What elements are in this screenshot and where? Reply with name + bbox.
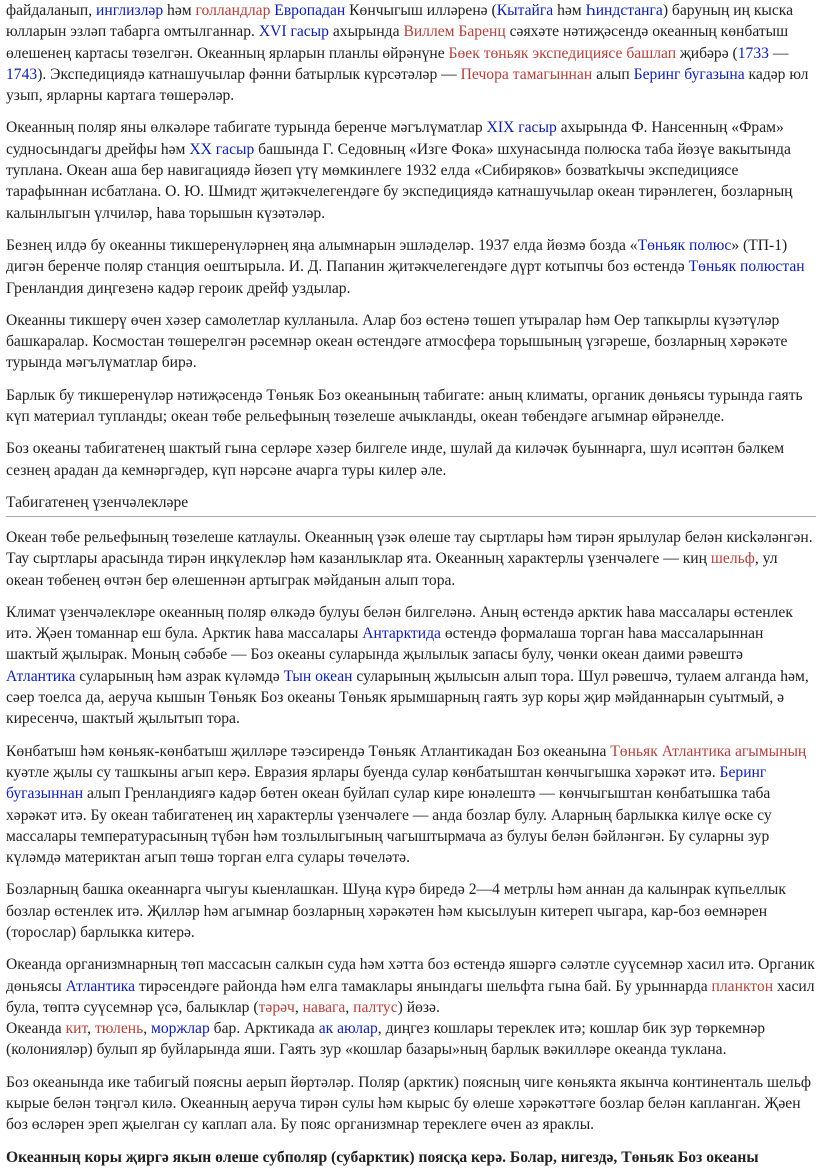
article-body-intro [6, 0, 816, 481]
text-run: хасил була, төптә суүсемнәр үсә, балыклар ( [6, 977, 815, 1016]
text-run: Боз океаны табигатенең шактый гына серләре хәзер билгеле инде, шулай да киләчәк буыннарга, шул исәптән бәлкем сезнең арадан да кемнәргәдер, күп нәрсәне ачарга туры килер әле. [6, 440, 785, 479]
text-run: , [345, 998, 354, 1016]
text-run: , ул океан төбенең өчтән бер өлешеннән артыграк мәйданын алып тора. [6, 550, 778, 589]
text-run: Боз океанында ике табигый поясны аерып йөртәләр. Поляр (арктик) поясның чиге көньякта якынча континенталь шельф кырые белән тәңгәл килә. Океанның аеруча тирән сулы һәм кырыс бу өлеше хәрәкәттәге бозлар белән капланган. Җәен боз өсләрен эреп җыелган су каплап ала. Бу пояс организмнар тереклеге өчен аз яраклы. [6, 1073, 811, 1134]
wiki-link[interactable]: Төньяк Атлантика агымының [610, 742, 807, 760]
text-run: өстендә формалаша торган һава массаларыннан шактый җылырак. Моның сәбәбе — Боз океаны суларында җылылык запасы булу, чөнки океан даими рәвештә [6, 625, 764, 664]
text-run: һәм [163, 2, 196, 19]
wiki-link[interactable]: планктон [711, 977, 774, 995]
wiki-link[interactable]: XX гасыр [189, 140, 255, 158]
paragraph [6, 235, 816, 299]
text-run: Безнең илдә бу океанны тикшеренүләрнең яңа алымнарын эшләделәр. 1937 елда йөзмә бозда « [6, 236, 638, 254]
text-run: — [768, 44, 789, 62]
text-run: файдаланып, [6, 2, 97, 19]
wiki-link[interactable]: ак аюлар [318, 1020, 378, 1038]
paragraph [6, 741, 816, 869]
paragraph [6, 954, 816, 1060]
text-run: башында Г. Седовның «Изге Фока» шхунасында полюска таба йөзүе вакытында туплана. Океан аша бер навигациядә йөзеп үтү мөмкинлеге 1932 елда «Сибиряков» бозватkычы экспедициясе тарафыннан исбатлана. О. Ю. Шмидт җитәкчелегендәге бу экспедициядә катнашучылар океан тирәнлеген, бозларның калынлыгын үлчиләр, һава торышын күзәтәләр. [6, 140, 793, 222]
text-run: сәяхәте нәтиҗәсендә океанның көнбатыш өлешенең картасы төзелгән. Океанның ярларын планлы өйрәнүне [6, 23, 789, 62]
wiki-link[interactable]: 1743 [6, 65, 38, 83]
text-run: , [294, 998, 303, 1016]
last-paragraph: Океанның коры җиргә якын өлеше субполяр (субарктик) поясқа керә. Болар, нигездә, Төньяк Боз океаны [6, 1148, 759, 1166]
paragraph [6, 117, 816, 223]
text-run: алып Гренландиягә кадәр бөтен океан буйлап сулар кире юнәлештә — көнчыгыштан көнбатышка таба хәрәкәт итә. Бу океан табигатенең иң характерлы үзенчәлеге — анда бозлар булу. Аларның барлыкка килүе өске су массалары температурасының түбән һәм тозлылыгының чагыштырмача аз булуы белән бәйләнгән. Бу суларны зур күләмдә материктан агып төшә торган елга сулары төчеләтә. [6, 785, 772, 867]
wiki-link[interactable]: голландлар [195, 2, 271, 19]
text-run: Океанның поляр яны өлкәләре табигате турында беренче мәгълүматлар [6, 119, 487, 137]
wiki-link[interactable]: Европадан [274, 2, 346, 19]
text-run: Көнбатыш һәм көньяк-көнбатыш җилләре тәэсирендә Төньяк Атлантикадан Боз океанына [6, 742, 611, 760]
paragraph [6, 1072, 816, 1136]
text-run: ) баруның иң кыска юлларын эзләп табарга омтылганнар. [6, 2, 794, 41]
text-run: суларының җылысын алып тора. Шул рәвешчә, тулаем алганда һәм, сәер тоелса да, аеруча кышын Төньяк Боз океаны Төньяк ярымшарның гаять зур коры җир мәйданнарын суытмый, ә киресенчә, шактый җылытып тора. [6, 667, 809, 728]
wiki-link[interactable]: Атлантика [65, 977, 136, 995]
text-run: Гренландия диңгезенә кадәр героик дрейф уздылар. [6, 279, 351, 297]
paragraph [6, 0, 816, 106]
paragraph [6, 385, 816, 428]
text-run: Океан төбе рельефының төзелеше катлаулы. Океанның үзәк өлеше тау сыртлары һәм тирән ярылулар белән кисkәләнгән. Тау сыртлары арасында тирән иңкүлекләр һәм казанлыклар ята. Океанның характерлы үзенчәлеге — киң [6, 528, 813, 568]
text-run: Океанда [6, 1020, 66, 1038]
wiki-link[interactable]: Атлантика [6, 667, 76, 685]
text-run: , [143, 1020, 152, 1038]
text-run: » (ТП-1) дигән беренче поляр станция оештырыла. И. Д. Папанин җитәкчелегендәге дүрт котыпчы боз өстендә [6, 236, 788, 276]
wiki-link[interactable]: Төньяк полюс [637, 236, 732, 254]
wiki-link[interactable]: Беринг бугазына [633, 65, 745, 83]
text-run: ) йөзә. [397, 998, 440, 1016]
text-run: ахырында Ф. Нансенның «Фрам» судносындагы дрейфы һәм [6, 119, 784, 158]
section-heading: Табигатенең үзенчәлекләре [6, 492, 816, 517]
text-run: куәтле җылы су ташкыны агып керә. Евразия ярлары буенда сулар көнбатыштан көнчыгышка хәрәкәт итә. [6, 763, 720, 781]
text-run: Барлык бу тикшеренүләр нәтиҗәсендә Төньяк Боз океанының табигате: аның климаты, органик дөньясы турында гаять күп материал тупланды; океан төбе рельефының төзелеше ачыкланды, океан төбендәге агымнар өйрәнелде. [6, 386, 803, 426]
paragraph [6, 879, 816, 943]
text-run: тирәсендәге районда һәм елга тамаклары янындагы шельфта гына бай. Бу урыннарда [135, 977, 712, 995]
text-run: Океанда организмнарның төп массасын салкын суда һәм хәтта боз өстендә яшәргә сәләтле суүсемнәр хасил итә. Органик дөньясы [6, 956, 815, 995]
article-body-features [6, 527, 816, 1136]
wiki-link[interactable]: Антарктида [362, 625, 441, 643]
text-run: кадәр юл узып, ярларны картага төшерәләр. [6, 65, 809, 105]
text-run: җибәрә ( [676, 44, 738, 62]
text-run: алып [592, 65, 634, 83]
wiki-link[interactable]: тюлень [94, 1020, 144, 1038]
wiki-link[interactable]: инглизләр [96, 2, 164, 19]
wiki-link[interactable]: Печора тамагыннан [460, 65, 593, 83]
wiki-link[interactable]: кит [65, 1020, 88, 1038]
text-run: , [87, 1020, 95, 1038]
wiki-link[interactable]: тәрәч [258, 998, 295, 1016]
text-run: суларының һәм азрак күләмдә [75, 667, 284, 685]
paragraph [6, 310, 816, 374]
paragraph [6, 527, 816, 591]
text-run: , диңгез кошлары тереклек итә; кошлар бик зур төркемнәр (колонияләр) булып яр буйларында яши. Гаять зур «кошлар базары»ның барлык вәкилләре океанда туклана. [6, 1020, 766, 1059]
text-run: Бозларның башка океаннарга чыгуы кыенлашкан. Шуңа күрә биредә 2—4 метрлы һәм аннан да калынрак күпьеллык бозлар өстенлек итә. Җилләр һәм агымнар бозларның хәрәкәтен һәм кысылуын китереп чыгара, кар-боз өемнәрен (торослар) барлыкка китерә. [6, 881, 786, 941]
wiki-link[interactable]: Бөек төньяк экспедициясе башлап [448, 44, 677, 62]
text-run: Климат үзенчәлекләре океанның поляр өлкәдә булуы белән билгеләнә. Аның өстендә арктик һава массалары өстенлек итә. Җәен томаннар еш була. Арктик һава массалары [6, 603, 793, 643]
wiki-link[interactable]: палтус [353, 998, 398, 1016]
text-run: ). Экспедициядә катнашучылар фәнни батырлык күрсәтәләр — [37, 65, 461, 83]
wiki-link[interactable]: шельф [710, 550, 755, 568]
text-run: һәм [553, 2, 586, 19]
paragraph [6, 438, 816, 481]
wiki-link[interactable]: 1733 [737, 44, 769, 62]
wiki-link[interactable]: навага [302, 998, 346, 1016]
text-run: Океанны тикшерү өчен хәзер самолетлар кулланыла. Алар боз өстенә төшеп утыралар һәм Оер тапкырлы күзәтүләр башкаралар. Космостан төшерелгән рәсемнәр океан өстендәге атмосфера торышының үзгәреше, бозларның хәрәкәте турында мәгълүматлар бирә. [6, 311, 788, 372]
wiki-link[interactable]: Төньяк полюстан [688, 258, 805, 276]
text-run: бар. Арктикада [209, 1020, 319, 1038]
wiki-link[interactable]: Беринг бугазыннан [6, 763, 767, 803]
wiki-link[interactable]: Һиндстанга [585, 2, 663, 19]
text-run: Көнчыгыш илләренә ( [345, 2, 497, 19]
paragraph [6, 602, 816, 730]
wiki-link[interactable]: XVI гасыр [258, 23, 329, 41]
text-run: ахырында [328, 23, 404, 41]
wiki-link[interactable]: XIX гасыр [486, 119, 557, 137]
wiki-link[interactable]: моржлар [151, 1020, 210, 1038]
wiki-link[interactable]: Тын океан [283, 667, 353, 685]
wiki-link[interactable]: Кытайга [496, 2, 554, 19]
wiki-link[interactable]: Виллем Баренц [403, 23, 506, 41]
